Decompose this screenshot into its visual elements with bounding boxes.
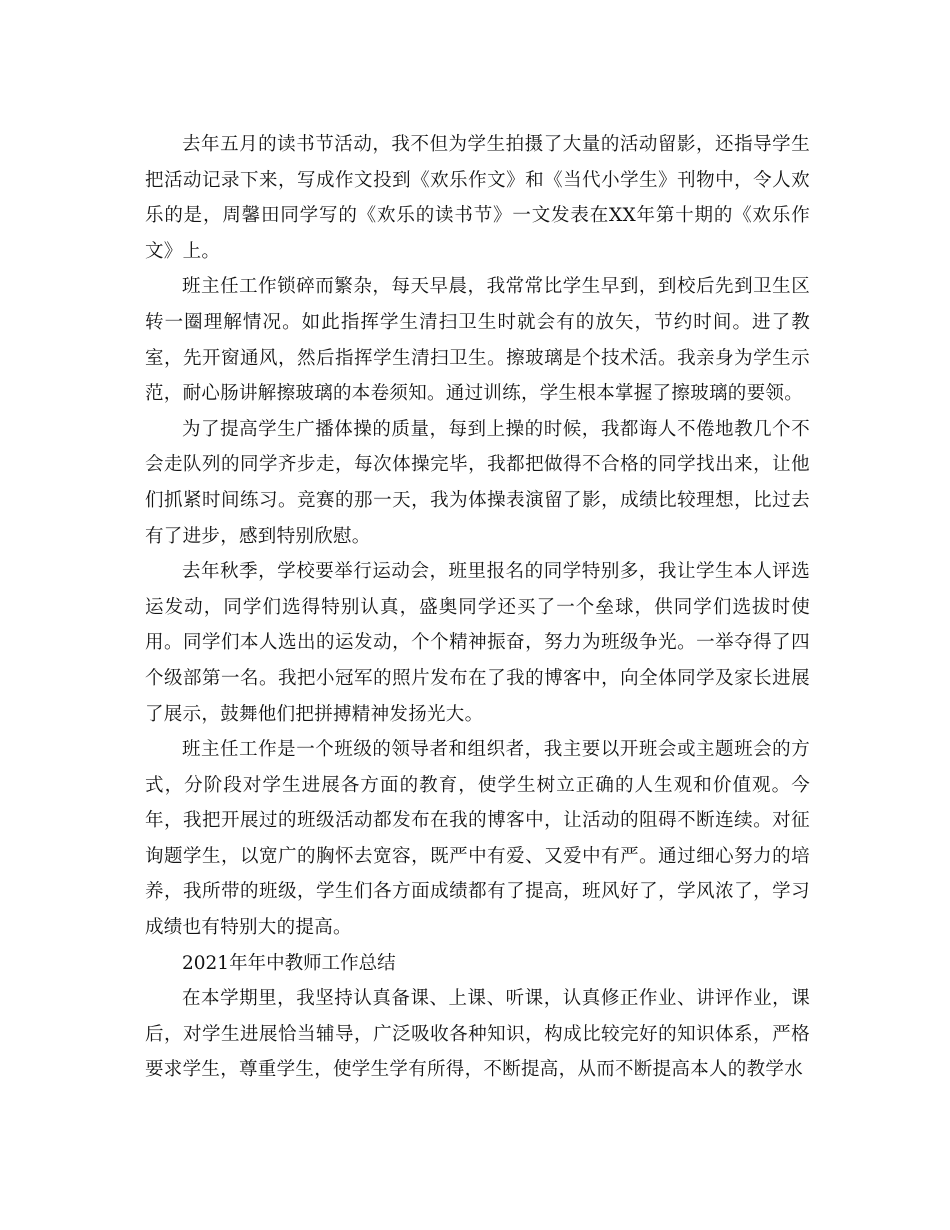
paragraph-daily-cleaning: 班主任工作锁碎而繁杂，每天早晨，我常常比学生早到，到校后先到卫生区转一圈理解情况。如此指挥学生清扫卫生时就会有的放矢，节约时间。进了教室，先开窗通风，然后指挥学生清扫卫生。擦玻璃是个技术活。我亲身为学生示范，耐心肠讲解擦玻璃的本卷须知。通过训练，学生根本掌握了擦玻璃的要领。: [145, 276, 810, 405]
paragraph-class-meetings: 班主任工作是一个班级的领导者和组织者，我主要以开班会或主题班会的方式，分阶段对学生进展各方面的教育，使学生树立正确的人生观和价值观。今年，我把开展过的班级活动都发布在我的博客中，让活动的阻碍不断连续。对征询题学生，以宽广的胸怀去宽容，既严中有爱、又爱中有严。通过细心努力的培养，我所带的班级，学生们各方面成绩都有了提高，班风好了，学风浓了，学习成绩也有特别大的提高。: [145, 739, 810, 939]
section-heading: 2021年年中教师工作总结: [182, 952, 396, 974]
paragraph-broadcast-exercise: 为了提高学生广播体操的质量，每到上操的时候，我都诲人不倦地教几个不会走队列的同学齐步走，每次体操完毕，我都把做得不合格的同学找出来，让他们抓紧时间练习。竞赛的那一天，我为体操表演留了影，成绩比较理想，比过去有了进步，感到特别欣慰。: [145, 418, 810, 547]
paragraph-sports-meet: 去年秋季，学校要举行运动会，班里报名的同学特别多，我让学生本人评选运发动，同学们选得特别认真，盛奥同学还买了一个垒球，供同学们选拔时使用。同学们本人选出的运发动，个个精神振奋，努力为班级争光。一举夺得了四个级部第一名。我把小冠军的照片发布在了我的博客中，向全体同学及家长进展了展示，鼓舞他们把拼搏精神发扬光大。: [145, 561, 810, 725]
paragraph-semester-summary: 在本学期里，我坚持认真备课、上课、听课，认真修正作业、讲评作业，课后，对学生进展恰当辅导，广泛吸收各种知识，构成比较完好的知识体系，严格要求学生，尊重学生，使学生学有所得，不断提高，从而不断提高本人的教学水: [145, 988, 810, 1081]
paragraph-reading-festival: 去年五月的读书节活动，我不但为学生拍摄了大量的活动留影，还指导学生把活动记录下来，写成作文投到《欢乐作文》和《当代小学生》刊物中，令人欢乐的是，周馨田同学写的《欢乐的读书节》一文发表在XX年第十期的《欢乐作文》上。: [145, 134, 810, 262]
document-page: [145, 127, 810, 1088]
